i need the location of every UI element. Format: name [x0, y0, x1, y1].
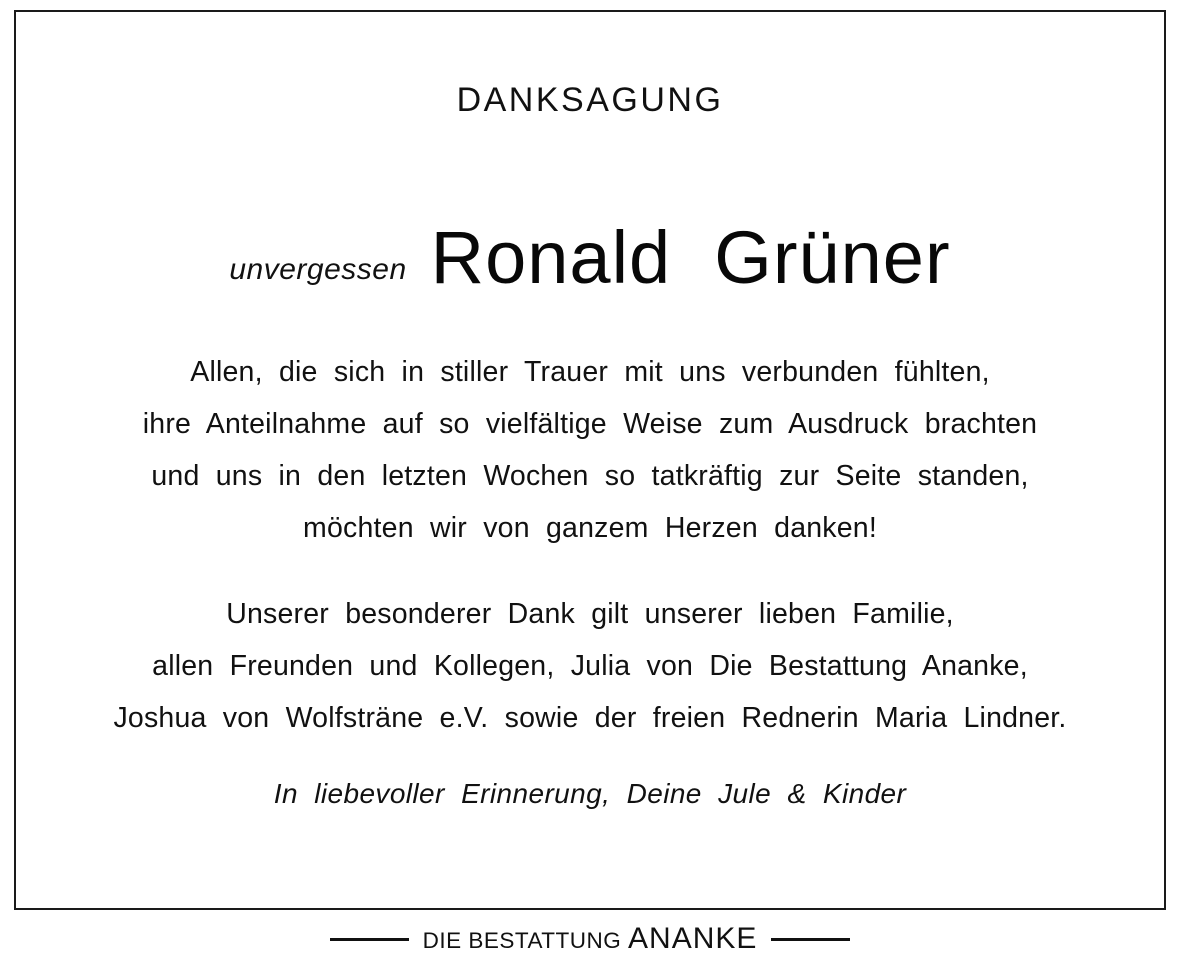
- footer-brand: [0, 922, 1180, 956]
- deceased-name-row: [16, 215, 1164, 300]
- paragraph-line: Allen, die sich in stiller Trauer mit uns verbunden fühlten,: [190, 356, 990, 389]
- thank-you-paragraph-2: [60, 588, 1120, 744]
- paragraph-line: Unserer besonderer Dank gilt unserer lieben Familie,: [226, 598, 954, 631]
- paragraph-line: möchten wir von ganzem Herzen danken!: [303, 512, 877, 545]
- closing-signature: In liebevoller Erinnerung, Deine Jule & Kinder: [273, 778, 907, 810]
- thank-you-paragraph-1: [60, 346, 1120, 554]
- brand-main: ANANKE: [628, 922, 758, 955]
- footer-rule-right: [771, 938, 850, 941]
- paragraph-line: ihre Anteilnahme auf so vielfältige Weise zum Ausdruck brachten: [142, 408, 1038, 441]
- paragraph-line: allen Freunden und Kollegen, Julia von Die Bestattung Ananke,: [152, 650, 1028, 683]
- page-title: DANKSAGUNG: [456, 81, 724, 119]
- brand-prefix: DIE BESTATTUNG: [422, 928, 629, 953]
- footer-rule-left: [330, 938, 409, 941]
- obituary-card: [14, 10, 1166, 910]
- paragraph-line: und uns in den letzten Wochen so tatkräftig zur Seite standen,: [151, 460, 1029, 493]
- paragraph-line: Joshua von Wolfsträne e.V. sowie der freien Rednerin Maria Lindner.: [113, 702, 1067, 735]
- obituary-card-content: [16, 12, 1164, 908]
- name-prefix: unvergessen: [229, 253, 407, 287]
- deceased-name: Ronald Grüner: [430, 216, 951, 300]
- brand-name: [423, 922, 758, 956]
